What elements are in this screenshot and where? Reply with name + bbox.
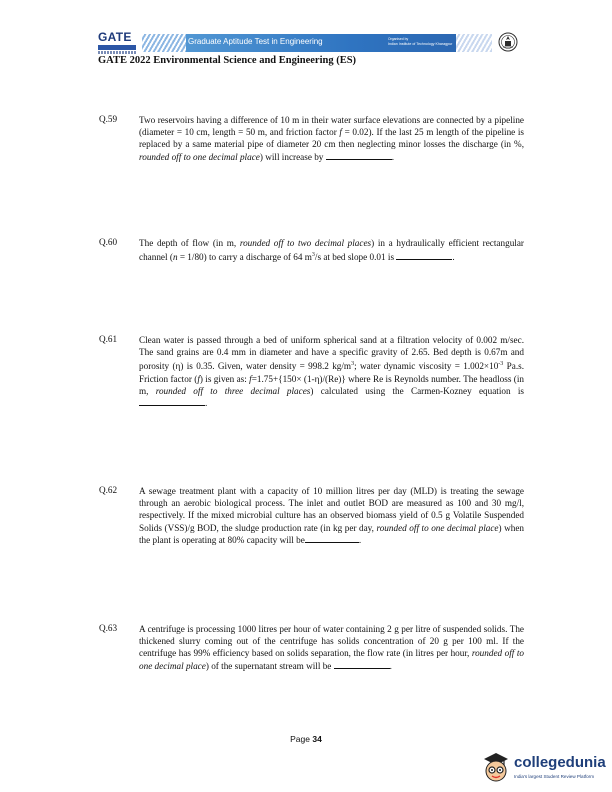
- gate-logo-text: GATE: [98, 30, 132, 44]
- brand-name: collegedunia: [514, 754, 606, 771]
- iit-kharagpur-emblem-icon: [498, 32, 518, 52]
- band-title: Graduate Aptitude Test in Engineering: [188, 37, 323, 46]
- answer-blank[interactable]: [396, 251, 452, 260]
- question-text: A sewage treatment plant with a capacity of 10 million litres per day (MLD) is treating the sewage through an aerobic biological process. The inlet and outlet BOD are measured as 100 and 30 mg/l, respectively. If the mixed microbial culture has an observed biomass yield of 0.5 g Volatile Suspended Solids (VSS)/g BOD, the sludge production rate (in kg per day, rounded off to one decimal place) when the plant is operating at 80% capacity will be .: [139, 486, 524, 545]
- answer-blank[interactable]: [305, 534, 359, 543]
- organised-by-institute: Indian Institute of Technology Kharagpur: [388, 41, 453, 46]
- question-text: Clean water is passed through a bed of uniform spherical sand at a filtration velocity of 0.002 m/sec. The sand grains are 0.4 mm in diameter and have a specific gravity of 2.65. Bed depth is 0.67m and porosity (η) is 0.35. Given, water density = 998.2 $kg/m^3$; water dynamic viscosity = $1.002\times 10^{-3}$ Pa.s. Friction factor (f) is given as: f=1.75+{150× (1-η)/(Re)} where Re is Reynolds number. The headloss (in m, rounded off to three decimal places) calculated using the Carmen-Kozney equation is .: [139, 335, 525, 409]
- exam-title: GATE 2022 Environmental Science and Engineering (ES): [98, 55, 357, 66]
- collegedunia-logo[interactable]: [478, 748, 612, 788]
- brand-tagline: India's largest Student Review Platform: [514, 774, 595, 779]
- question-number: Q.59: [99, 114, 118, 124]
- question-text: The depth of flow (in m, rounded off to two decimal places) in a hydraulically efficient rectangular channel (n = 1/80) to carry a discharge of 64 $m^3/s$ at bed slope 0.01 is .: [139, 238, 524, 263]
- question-text: Two reservoirs having a difference of 10 m in their water surface elevations are connected by a pipeline (diameter = 10 cm, length = 50 m, and friction factor f = 0.02). If the last 25 m length of the pipeline is replaced by a same material pipe of diameter 20 cm then neglecting minor losses the discharge (in %, rounded off to one decimal place) will increase by .: [139, 115, 525, 162]
- graduate-mascot-icon: [480, 750, 512, 784]
- answer-blank[interactable]: [139, 397, 205, 406]
- question-number: Q.61: [99, 334, 118, 344]
- answer-blank[interactable]: [334, 660, 390, 669]
- gate-logo-underline: [98, 51, 136, 54]
- page-number: Page 34: [290, 734, 322, 744]
- question-number: Q.60: [99, 237, 118, 247]
- gate-logo: [98, 30, 138, 54]
- question-text: A centrifuge is processing 1000 litres per hour of water containing 2 g per litre of suspended solids. The thickened slurry coming out of the centrifuge has solids concentration of 20 g per 100 ml. If the centrifuge has 99% efficiency based on solids separation, the flow rate (in litres per hour, rounded off to one decimal place) of the supernatant stream will be .: [139, 624, 524, 671]
- gate-logo-bar: [98, 45, 136, 50]
- question-number: Q.63: [99, 623, 118, 633]
- page-header: [98, 30, 518, 56]
- band-stripes-right: [456, 34, 492, 52]
- organised-by-label: Organised by: [388, 37, 409, 41]
- header-band: [142, 34, 492, 52]
- band-stripes-left: [142, 34, 186, 52]
- answer-blank[interactable]: [326, 151, 392, 160]
- question-number: Q.62: [99, 485, 118, 495]
- organised-by: [388, 37, 452, 46]
